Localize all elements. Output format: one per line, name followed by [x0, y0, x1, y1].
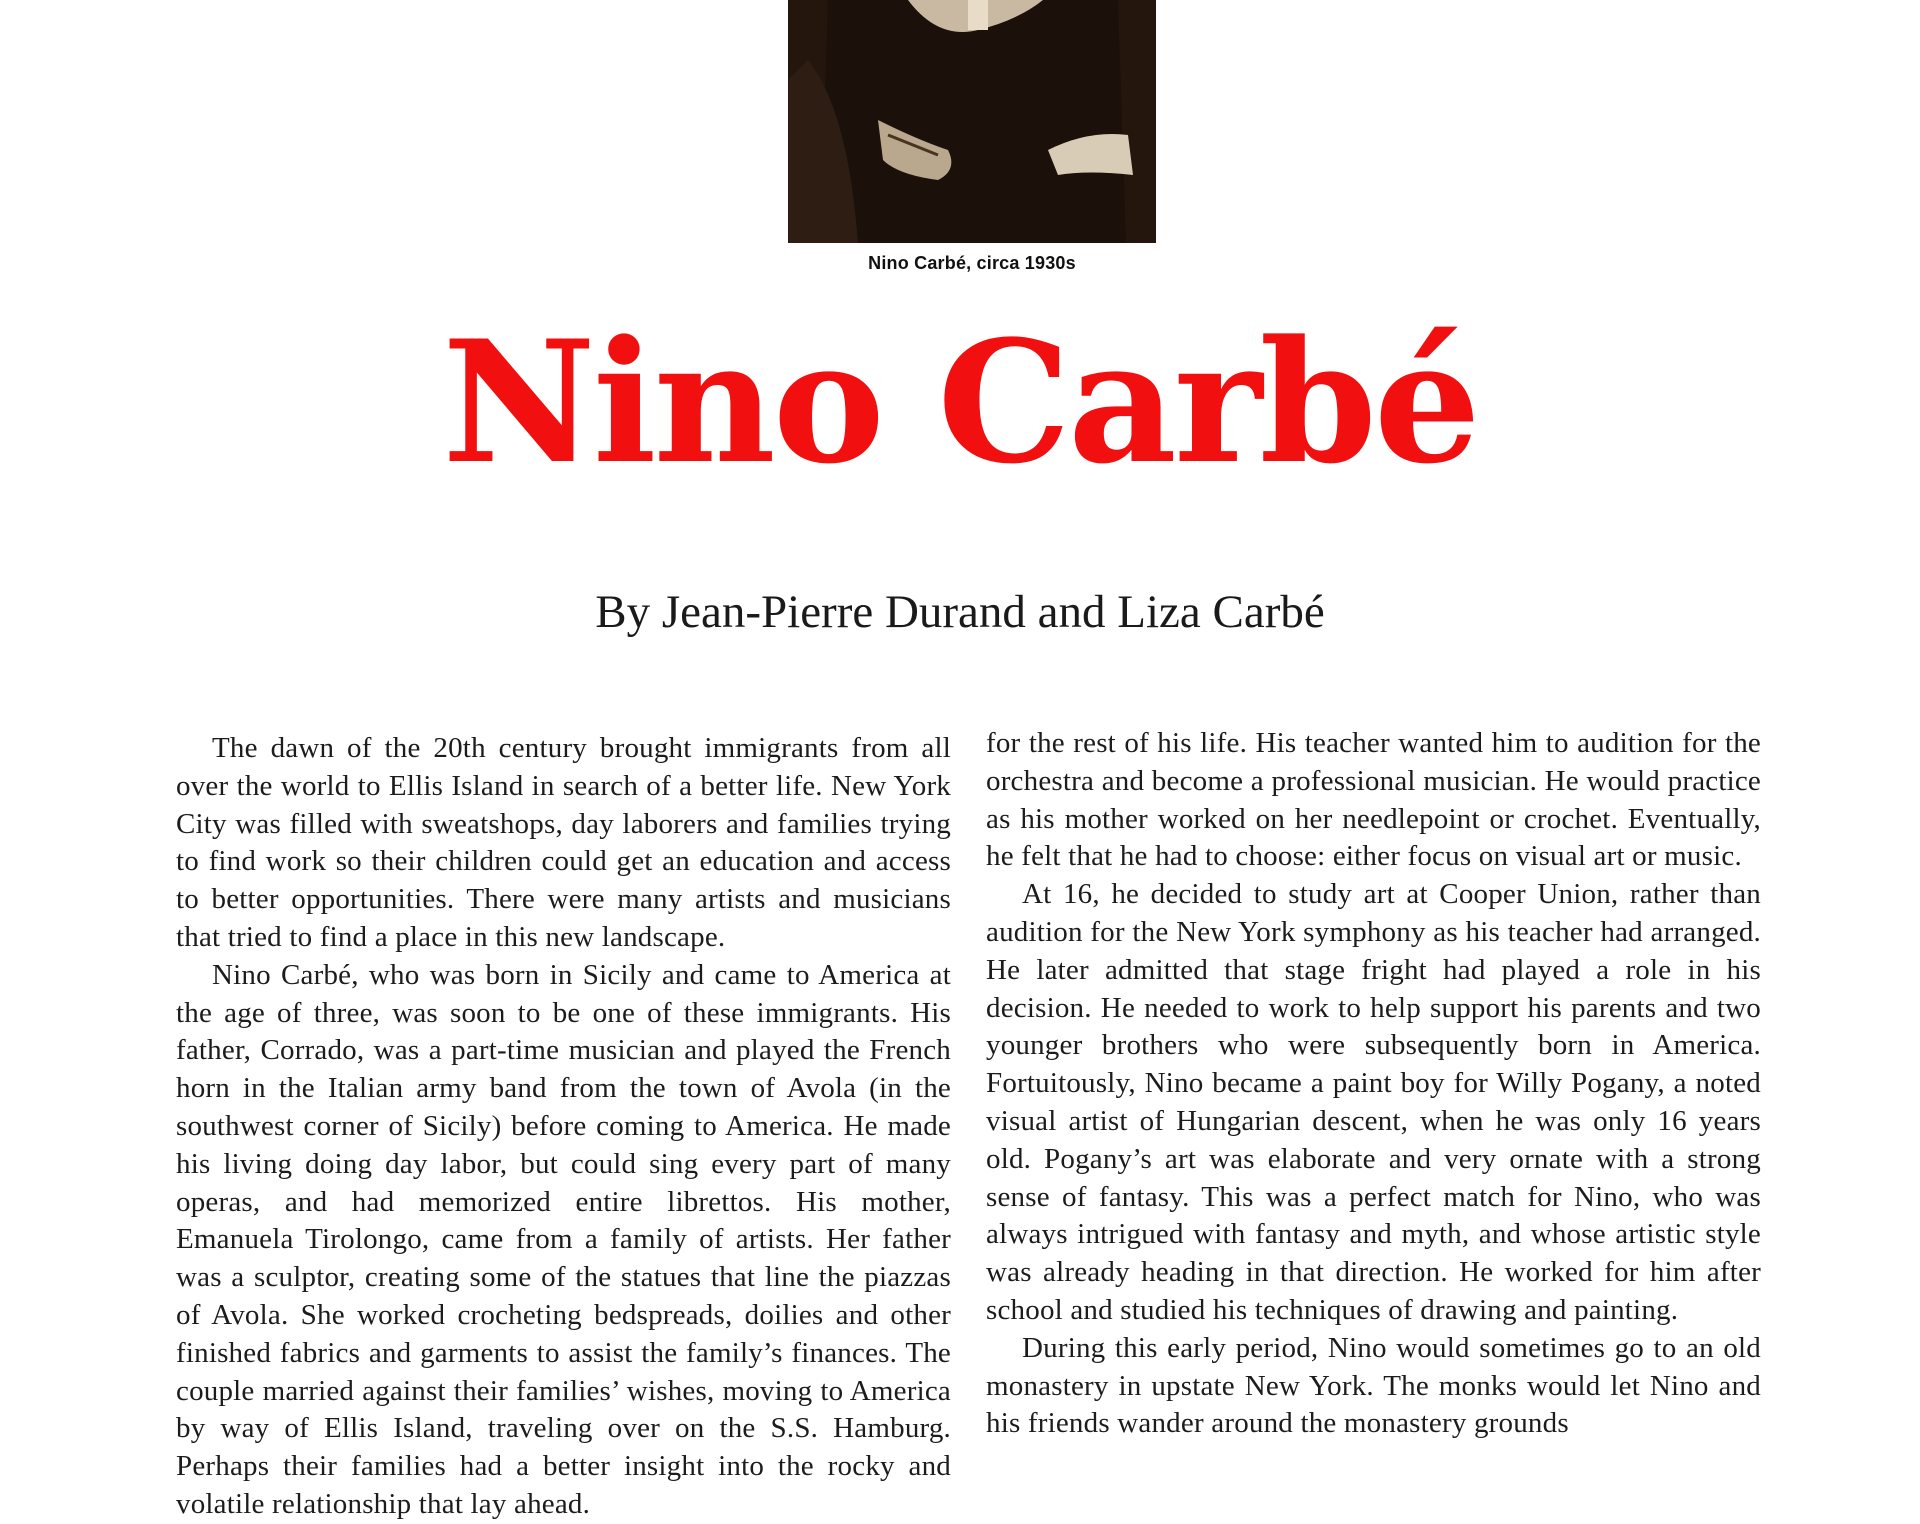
article-byline: By Jean-Pierre Durand and Liza Carbé [595, 586, 1325, 638]
paragraph: At 16, he decided to study art at Cooper Union, rather than audition for the New York symphony as his teacher had arranged. He later admitted that stage fright had played a role in his decision. He needed to work to help support his parents and two younger brothers who were subsequently born in America. Fortuitously, Nino became a paint boy for Willy Pogany, a noted visual artist of Hungarian descent, when he was only 16 years old. Pogany’s art was elaborate and very ornate with a strong sense of fantasy. This was a perfect match for Nino, who was always intrigued with fantasy and myth, and whose artistic style was already heading in that direction. He worked for him after school and studied his techniques of drawing and painting. [986, 878, 1761, 1326]
paragraph: The dawn of the 20th century brought immigrants from all over the world to Ellis Island in search of a better life. New York City was filled with sweatshops, day laborers and families trying to find work so their children could get an education and access to better opportunities. There were many artists and musicians that tried to find a place in this new landscape. [176, 732, 951, 953]
article-column-right [986, 725, 1761, 1443]
paragraph: Nino Carbé, who was born in Sicily and came to America at the age of three, was soon to be one of these immigrants. His father, Corrado, was a part-time musician and played the French horn in the Italian army band from the town of Avola (in the southwest corner of Sicily) before coming to America. He made his living doing day labor, but could sing every part of many operas, and had memorized entire librettos. His mother, Emanuela Tirolongo, came from a family of artists. Her father was a sculptor, creating some of the statues that line the piazzas of Avola. She worked crocheting bedspreads, doilies and other finished fabrics and garments to assist the family’s finances. The couple married against their families’ wishes, moving to America by way of Ellis Island, traveling over on the S.S. Hamburg. Perhaps their families had a better insight into the rocky and volatile relationship that lay ahead. [176, 958, 951, 1520]
portrait-photo-image [788, 0, 1156, 243]
photo-caption: Nino Carbé, circa 1930s [868, 253, 1076, 273]
portrait-photo [788, 0, 1156, 243]
paragraph: for the rest of his life. His teacher wanted him to audition for the orchestra and become a professional musician. He would practice as his mother worked on her needlepoint or crochet. Eventually, he felt that he had to choose: either focus on visual art or music. [986, 727, 1761, 873]
article-column-left [176, 730, 951, 1524]
article-title: Nino Carbé [442, 303, 1478, 501]
paragraph: During this early period, Nino would sometimes go to an old monastery in upstate New York. The monks would let Nino and his friends wander around the monastery grounds [986, 1331, 1761, 1440]
